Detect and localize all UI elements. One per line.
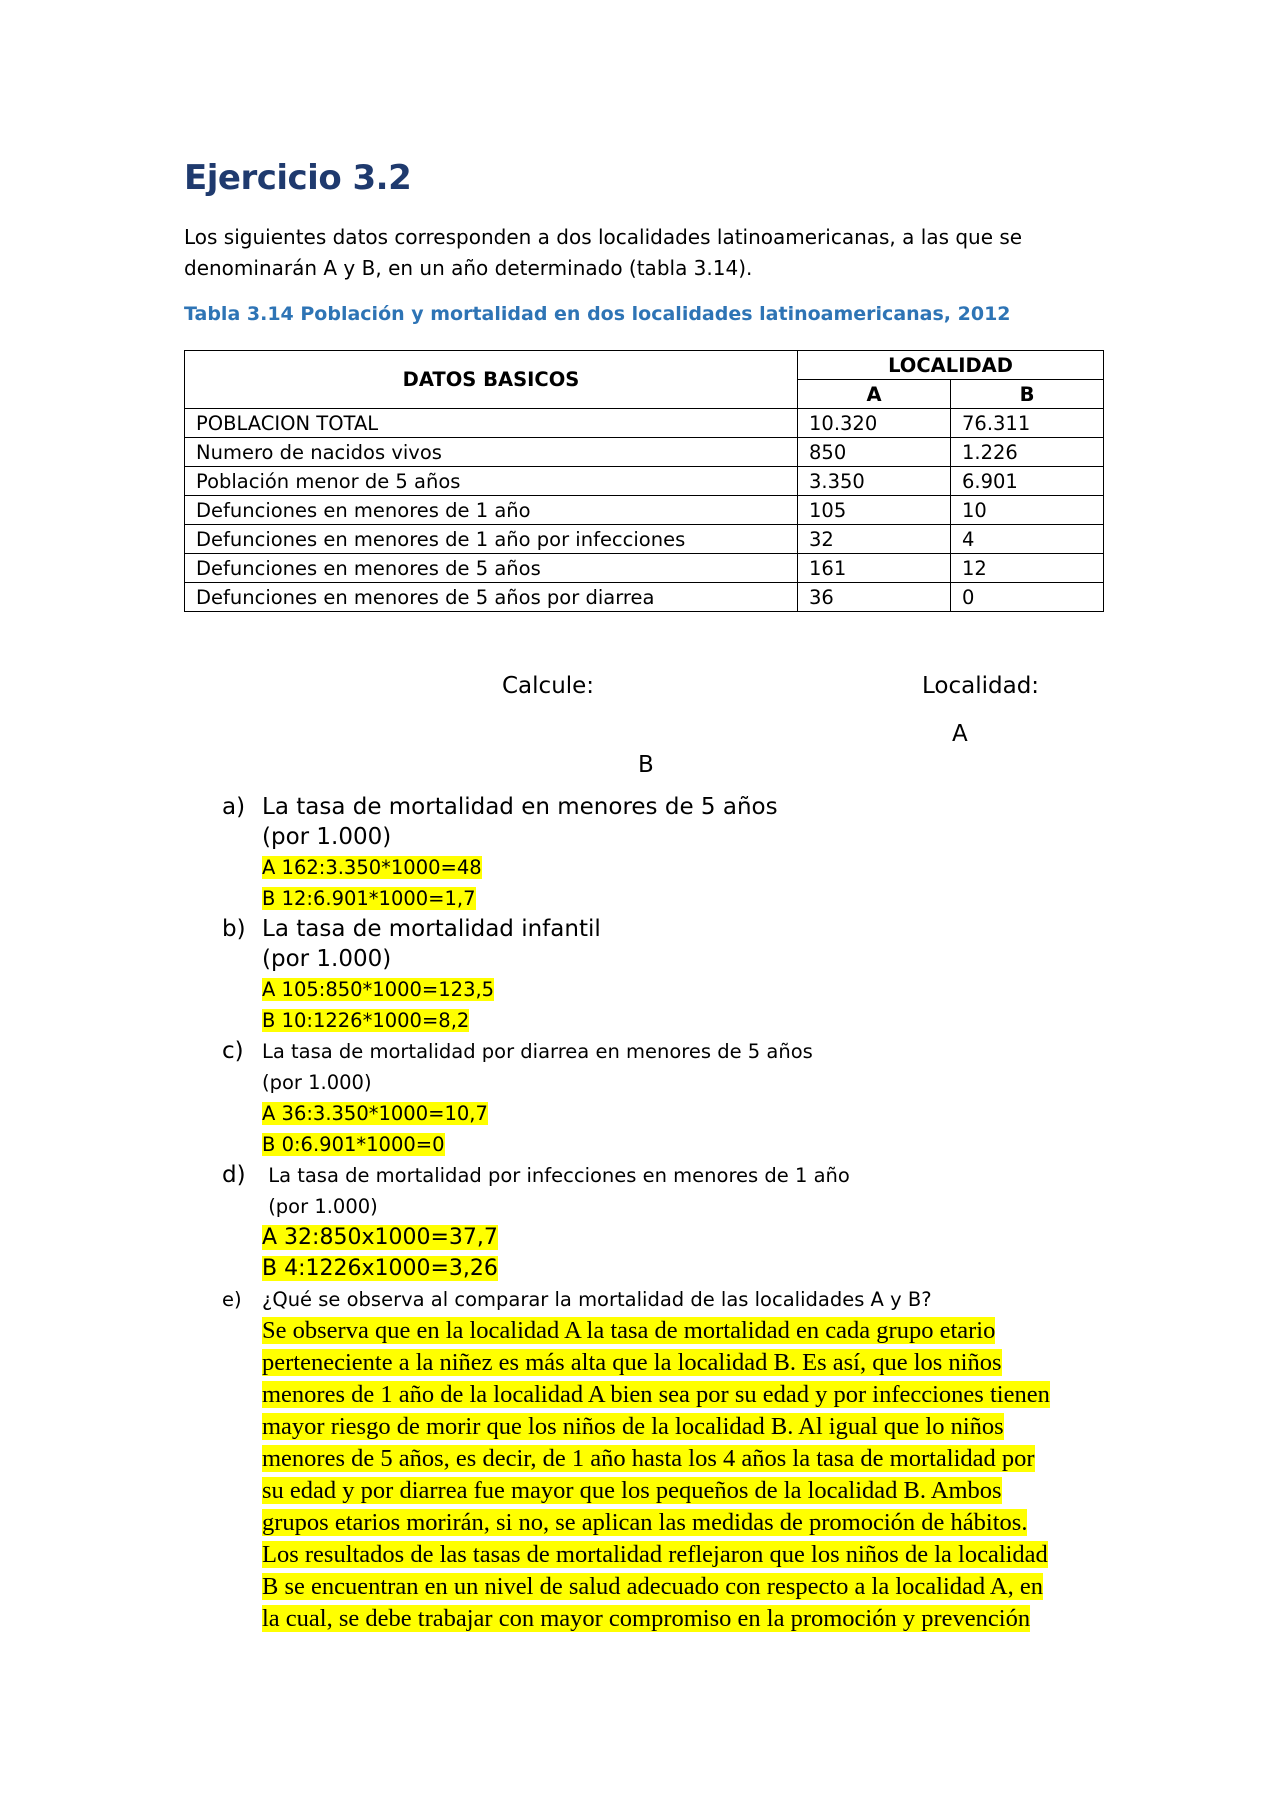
row-value-a: 32 — [798, 525, 951, 554]
question-marker: d) — [222, 1162, 246, 1188]
question-text: (por 1.000) — [262, 1071, 372, 1094]
localidad-label: Localidad: — [922, 673, 1040, 699]
answer-line: mayor riesgo de morir que los niños de la localidad B. Al igual que lo niños — [262, 1413, 1004, 1440]
questions-list — [222, 792, 1122, 1635]
answer-line: B se encuentran en un nivel de salud adecuado con respecto a la localidad A, en — [262, 1573, 1043, 1600]
row-value-b: 12 — [951, 554, 1104, 583]
table-row — [185, 438, 1104, 467]
localidad-b-label: B — [638, 752, 654, 778]
question-text: ¿Qué se observa al comparar la mortalidad de las localidades A y B? — [262, 1288, 932, 1311]
question-marker: c) — [222, 1038, 244, 1064]
question-marker: b) — [222, 916, 246, 942]
answer-line: menores de 5 años, es decir, de 1 año hasta los 4 años la tasa de mortalidad por — [262, 1445, 1035, 1472]
table-row — [185, 496, 1104, 525]
answer-paragraph — [262, 1315, 1122, 1635]
row-value-b: 0 — [951, 583, 1104, 612]
row-label: POBLACION TOTAL — [185, 409, 798, 438]
question-marker: e) — [222, 1288, 242, 1311]
answer-line: B 0:6.901*1000=0 — [262, 1133, 445, 1156]
row-label: Defunciones en menores de 1 año por infecciones — [185, 525, 798, 554]
answer-line: menores de 1 año de la localidad A bien sea por su edad y por infecciones tienen — [262, 1381, 1050, 1408]
row-label: Población menor de 5 años — [185, 467, 798, 496]
calcule-label: Calcule: — [502, 673, 595, 699]
answer-line: la cual, se debe trabajar con mayor compromiso en la promoción y prevención — [262, 1605, 1031, 1632]
answer-line: su edad y por diarrea fue mayor que los pequeños de la localidad B. Ambos — [262, 1477, 1002, 1504]
answer-line: Se observa que en la localidad A la tasa de mortalidad en cada grupo etario — [262, 1317, 996, 1344]
question-c — [222, 1036, 1122, 1160]
table-row — [185, 409, 1104, 438]
answer-line: perteneciente a la niñez es más alta que la localidad B. Es así, que los niños — [262, 1349, 1002, 1376]
question-text: La tasa de mortalidad por infecciones en menores de 1 año — [262, 1164, 850, 1187]
table-caption: Tabla 3.14 Población y mortalidad en dos localidades latinoamericanas, 2012 — [184, 303, 1011, 325]
header-col-b: B — [951, 380, 1104, 409]
row-value-b: 6.901 — [951, 467, 1104, 496]
row-value-a: 10.320 — [798, 409, 951, 438]
row-value-a: 850 — [798, 438, 951, 467]
row-label: Numero de nacidos vivos — [185, 438, 798, 467]
row-value-a: 161 — [798, 554, 951, 583]
localidad-a-label: A — [952, 721, 968, 747]
table-row — [185, 554, 1104, 583]
header-col-a: A — [798, 380, 951, 409]
question-text: La tasa de mortalidad por diarrea en menores de 5 años — [262, 1040, 813, 1063]
row-value-b: 76.311 — [951, 409, 1104, 438]
answer-line: Los resultados de las tasas de mortalidad reflejaron que los niños de la localidad — [262, 1541, 1048, 1568]
answer-line: A 36:3.350*1000=10,7 — [262, 1102, 488, 1125]
answer-line: A 162:3.350*1000=48 — [262, 856, 482, 879]
row-value-a: 105 — [798, 496, 951, 525]
table-row — [185, 525, 1104, 554]
question-e — [222, 1284, 1122, 1635]
question-a — [222, 792, 1122, 914]
answer-line: B 4:1226x1000=3,26 — [262, 1256, 498, 1281]
table-row — [185, 467, 1104, 496]
question-text: (por 1.000) — [262, 824, 392, 850]
row-label: Defunciones en menores de 1 año — [185, 496, 798, 525]
data-table — [184, 350, 1104, 612]
row-value-a: 36 — [798, 583, 951, 612]
table-row — [185, 583, 1104, 612]
row-value-a: 3.350 — [798, 467, 951, 496]
question-marker: a) — [222, 794, 246, 820]
answer-line: B 12:6.901*1000=1,7 — [262, 887, 476, 910]
intro-paragraph: Los siguientes datos corresponden a dos localidades latinoamericanas, a las que se denominarán A y B, en un año determinado (tabla 3.14). — [184, 225, 1023, 280]
question-text: La tasa de mortalidad en menores de 5 años — [262, 794, 778, 820]
row-value-b: 10 — [951, 496, 1104, 525]
question-d — [222, 1160, 1122, 1284]
question-b — [222, 914, 1122, 1036]
header-localidad: LOCALIDAD — [798, 351, 1104, 380]
answer-line: grupos etarios morirán, si no, se aplican las medidas de promoción de hábitos. — [262, 1509, 1028, 1536]
answer-line: A 32:850x1000=37,7 — [262, 1225, 498, 1250]
row-value-b: 4 — [951, 525, 1104, 554]
page-title: Ejercicio 3.2 — [184, 158, 412, 198]
row-label: Defunciones en menores de 5 años por diarrea — [185, 583, 798, 612]
question-text: (por 1.000) — [262, 1195, 378, 1218]
answer-line: B 10:1226*1000=8,2 — [262, 1009, 470, 1032]
question-text: (por 1.000) — [262, 946, 392, 972]
header-datos-basicos: DATOS BASICOS — [185, 351, 798, 409]
answer-line: A 105:850*1000=123,5 — [262, 978, 495, 1001]
question-text: La tasa de mortalidad infantil — [262, 916, 601, 942]
row-value-b: 1.226 — [951, 438, 1104, 467]
row-label: Defunciones en menores de 5 años — [185, 554, 798, 583]
